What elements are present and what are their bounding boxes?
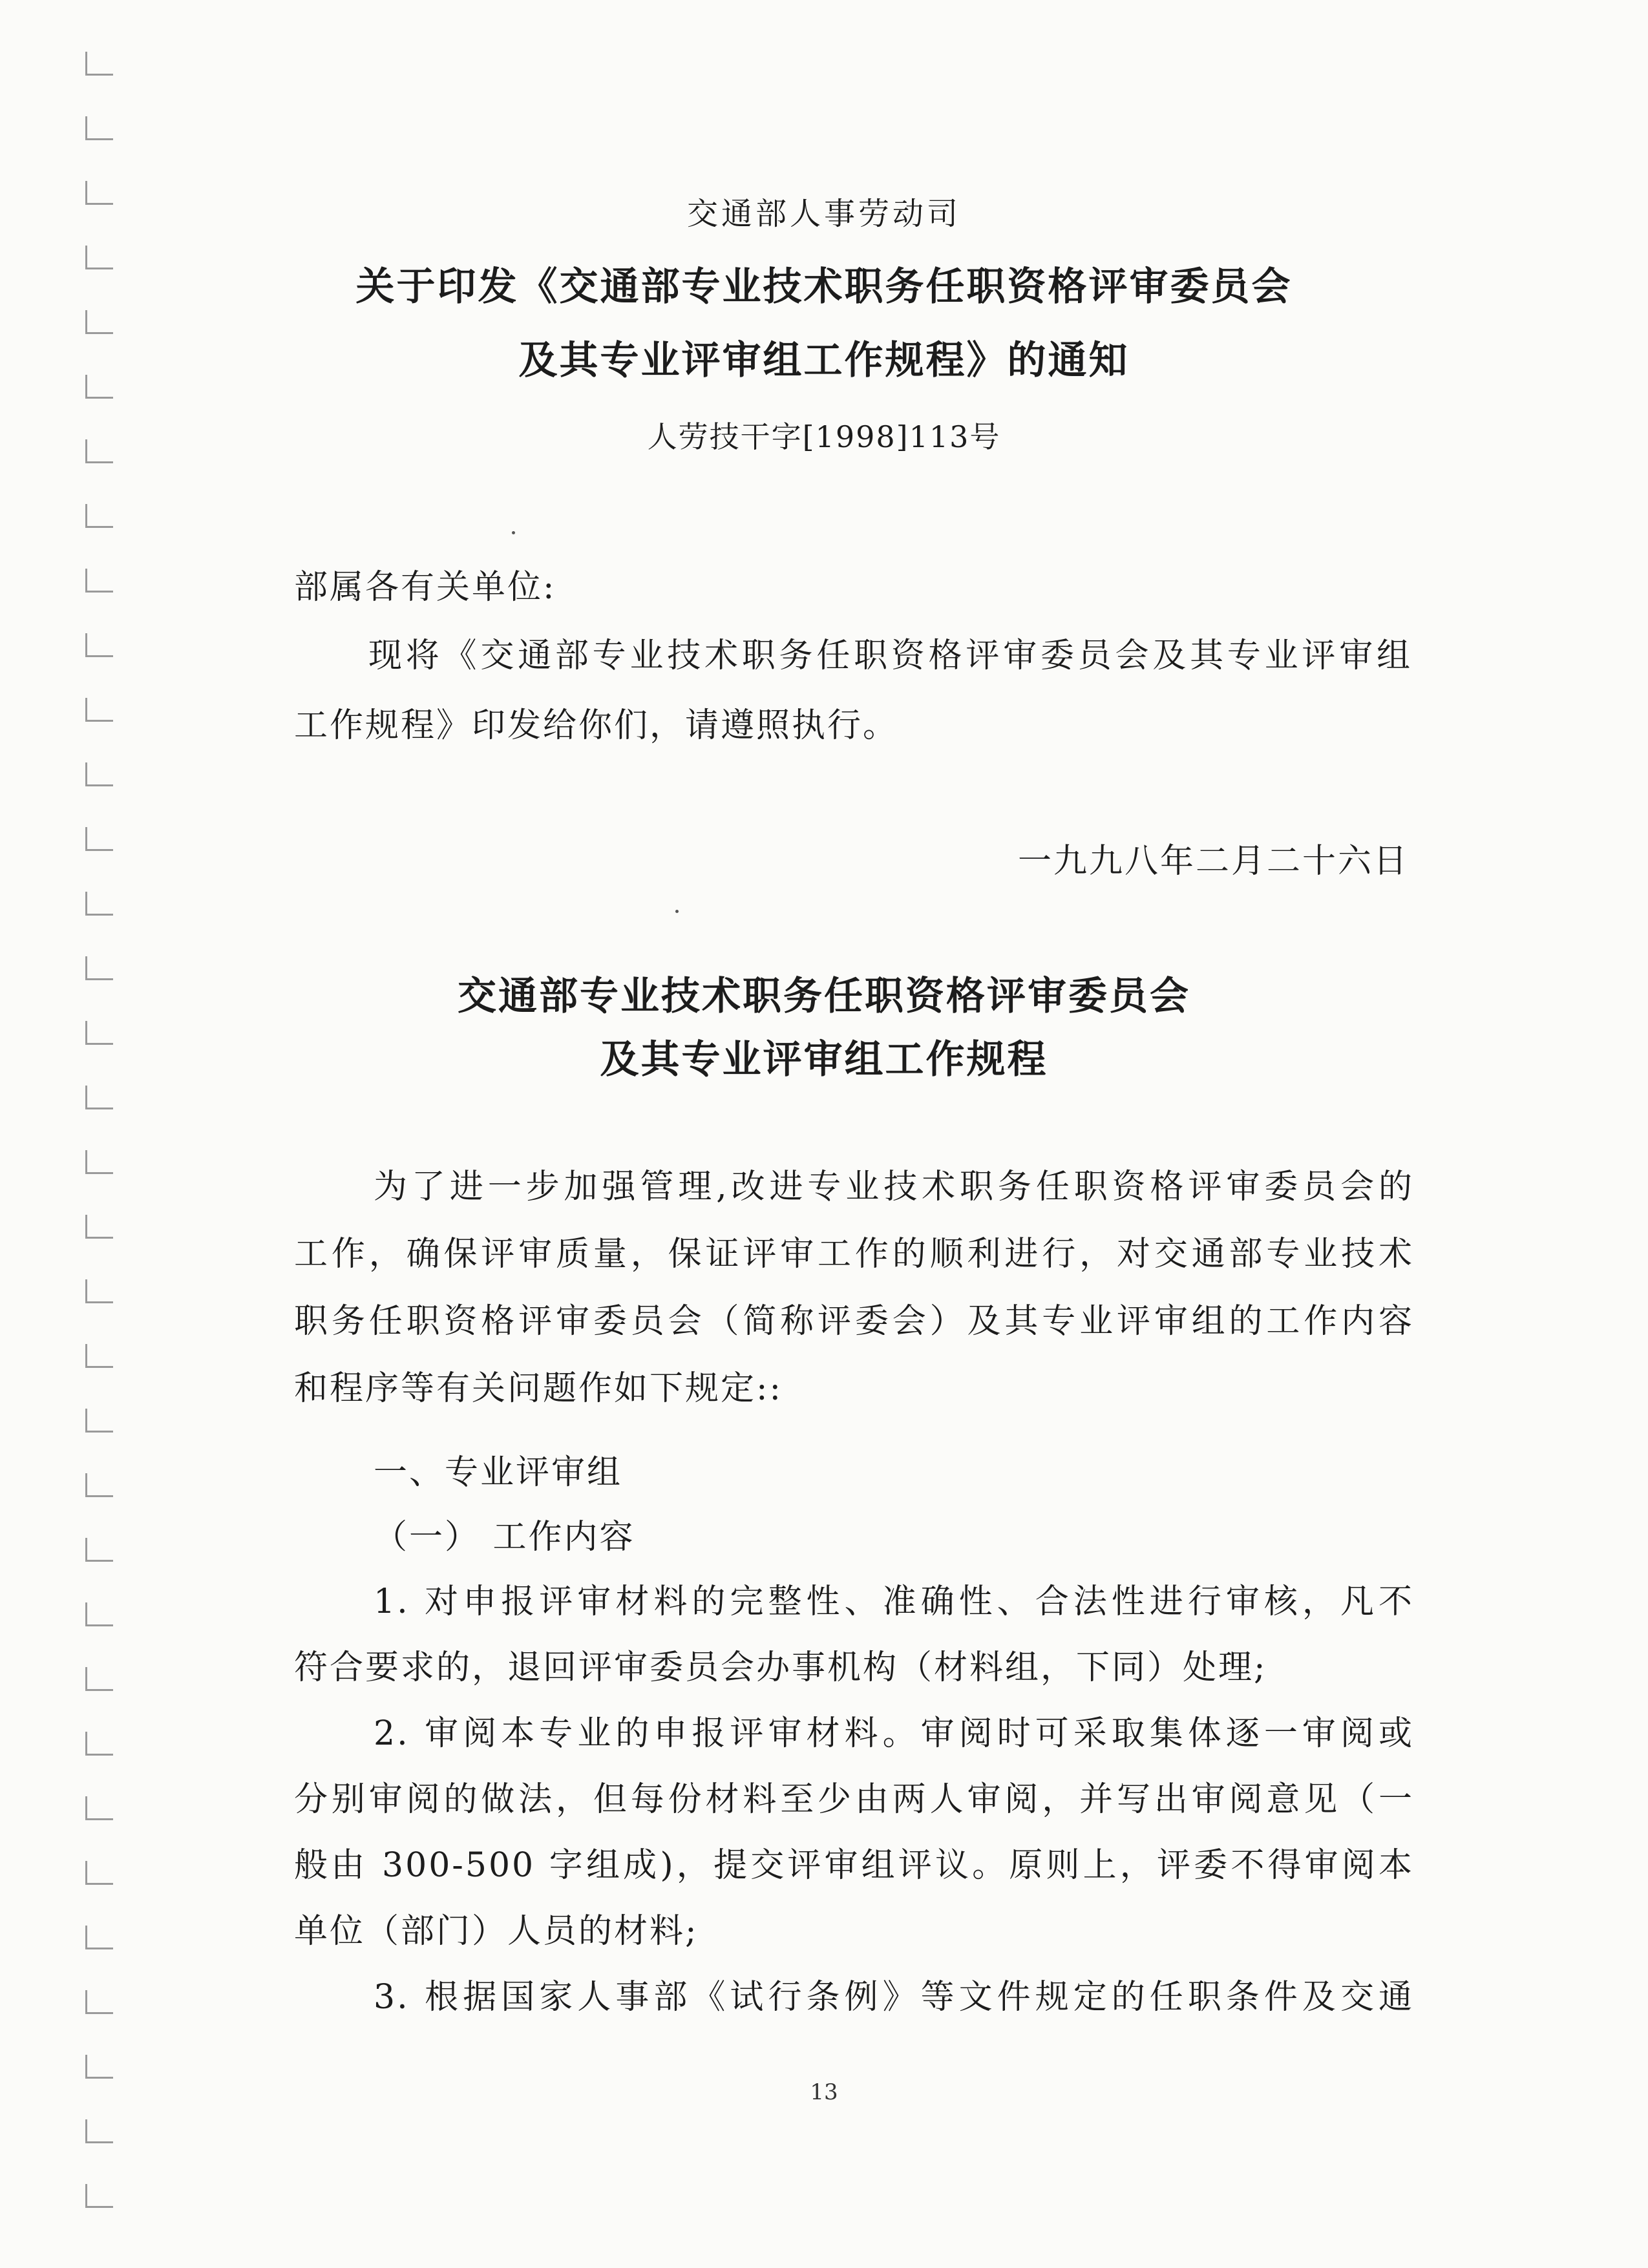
salutation: 部属各有关单位: <box>294 568 556 607</box>
item-3-line: 3. 根据国家人事部《试行条例》等文件规定的任职条件及交通 <box>374 1978 1414 2017</box>
notice-title-line-1: 关于印发《交通部专业技术职务任职资格评审委员会 <box>355 264 1293 310</box>
issuer-heading: 交通部人事劳动司 <box>686 196 961 232</box>
item-2-line: 般由 300-500 字组成)，提交评审组评议。原则上，评委不得审阅本 <box>294 1846 1414 1885</box>
intro-line: 为了进一步加强管理,改进专业技术职务任职资格评审委员会的 <box>374 1168 1414 1206</box>
item-2-line: 分别审阅的做法，但每份材料至少由两人审阅，并写出审阅意见（一 <box>294 1780 1414 1819</box>
notice-body-line: 工作规程》印发给你们，请遵照执行。 <box>294 706 899 745</box>
intro-line: 工作，确保评审质量，保证评审工作的顺利进行，对交通部专业技术 <box>294 1235 1414 1274</box>
document-number: 人劳技干字[1998]113号 <box>647 419 1001 454</box>
notice-date: 一九九八年二月二十六日 <box>1017 842 1409 881</box>
section-heading: 一、专业评审组 <box>374 1453 623 1492</box>
intro-line: 和程序等有关问题作如下规定:: <box>294 1369 783 1408</box>
item-1-line: 符合要求的，退回评审委员会办事机构（材料组，下同）处理; <box>294 1648 1267 1687</box>
notice-title-line-2: 及其专业评审组工作规程》的通知 <box>518 338 1130 383</box>
page-number: 13 <box>810 2079 838 2105</box>
regulation-title-line-2: 及其专业评审组工作规程 <box>600 1037 1048 1082</box>
intro-line: 职务任职资格评审委员会（简称评委会）及其专业评审组的工作内容 <box>294 1302 1414 1341</box>
regulation-title-line-1: 交通部专业技术职务任职资格评审委员会 <box>458 974 1190 1019</box>
item-2-line: 2. 审阅本专业的申报评审材料。审阅时可采取集体逐一审阅或 <box>374 1714 1414 1753</box>
scan-speck <box>512 531 515 534</box>
scan-speck <box>675 910 679 913</box>
item-1-line: 1. 对申报评审材料的完整性、准确性、合法性进行审核，凡不 <box>374 1582 1414 1621</box>
subsection-heading: （一） 工作内容 <box>374 1518 635 1557</box>
notice-body-line: 现将《交通部专业技术职务任职资格评审委员会及其专业评审组 <box>368 636 1412 675</box>
item-2-line: 单位（部门）人员的材料; <box>294 1912 699 1951</box>
